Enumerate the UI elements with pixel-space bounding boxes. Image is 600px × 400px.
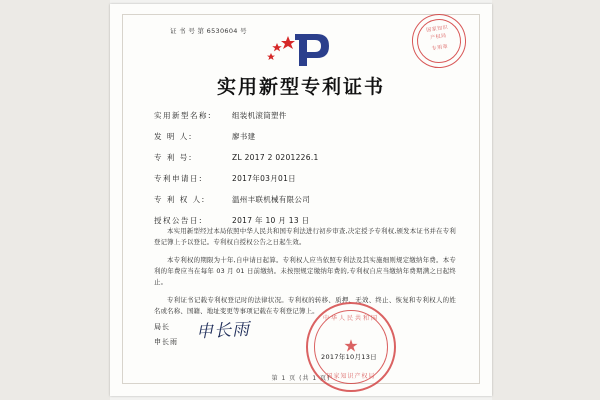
field-value: 2017年03月01日 xyxy=(232,174,296,183)
field-value: 廖书建 xyxy=(232,132,256,141)
page-title: 实用新型专利证书 xyxy=(216,76,385,98)
seal-text-line2: 产权局 xyxy=(429,32,448,42)
seal-text-line1: 国家知识 xyxy=(426,24,449,34)
field-row xyxy=(154,194,454,205)
field-row xyxy=(154,215,454,226)
page-footer: 第 1 页 (共 1 页) xyxy=(271,375,331,382)
field-row xyxy=(154,110,454,121)
signature-title: 局长 xyxy=(154,323,170,331)
gov-seal-arc-bottom: 国家知识产权局 xyxy=(326,373,376,380)
seal-date: 2017年10月13日 xyxy=(321,353,377,361)
field-row xyxy=(154,152,454,163)
certificate-paper xyxy=(110,4,492,396)
gov-seal-arc-top: 中华人民共和国 xyxy=(322,315,379,322)
body-paragraph: 本专利权的期限为十年,自申请日起算。专利权人应当依照专利法及其实施细则规定缴纳年费。本专利的年费应当在每年 03 月 01 日前缴纳。未按照规定缴纳年费的,专利权自应当缴纳年费期满之日起终止。 xyxy=(154,256,456,286)
body-paragraph: 本实用新型经过本局依照中华人民共和国专利法进行初步审查,决定授予专利权,颁发本证书并在专利登记簿上予以登记。专利权自授权公告之日起生效。 xyxy=(154,227,456,246)
cnipa-logo-icon xyxy=(251,30,351,70)
star-icon: ★ xyxy=(343,336,359,357)
field-label: 发 明 人: xyxy=(154,132,193,141)
field-label: 授权公告日: xyxy=(154,216,204,225)
certificate-fields xyxy=(154,110,454,236)
field-label: 专利申请日: xyxy=(154,174,204,183)
certificate-body xyxy=(154,226,456,324)
signature-name-printed: 申长雨 xyxy=(154,338,178,346)
field-label: 专 利 号: xyxy=(154,153,193,162)
page-gutter-left xyxy=(0,0,110,400)
field-row xyxy=(154,131,454,142)
field-value: ZL 2017 2 0201226.1 xyxy=(232,153,319,162)
seal-text-line3: 专用章 xyxy=(431,43,449,53)
signature-title-block xyxy=(154,320,178,350)
field-label: 实用新型名称: xyxy=(154,111,213,120)
signature-handwritten: 申长雨 xyxy=(195,319,251,343)
field-label: 专 利 权 人: xyxy=(154,195,206,204)
field-value: 组装机滚筒塑件 xyxy=(232,111,287,120)
field-value: 2017 年 10 月 13 日 xyxy=(232,216,310,225)
field-row xyxy=(154,173,454,184)
body-paragraph: 专利证书记载专利权登记时的法律状况。专利权的转移、质押、无效、终止、恢复和专利权人的姓名或名称、国籍、地址变更等事项记载在专利登记簿上。 xyxy=(154,296,456,315)
field-value: 温州丰联机械有限公司 xyxy=(232,195,310,204)
page-gutter-right xyxy=(492,0,600,400)
certificate-number: 证 书 号 第 6530604 号 xyxy=(170,27,247,35)
